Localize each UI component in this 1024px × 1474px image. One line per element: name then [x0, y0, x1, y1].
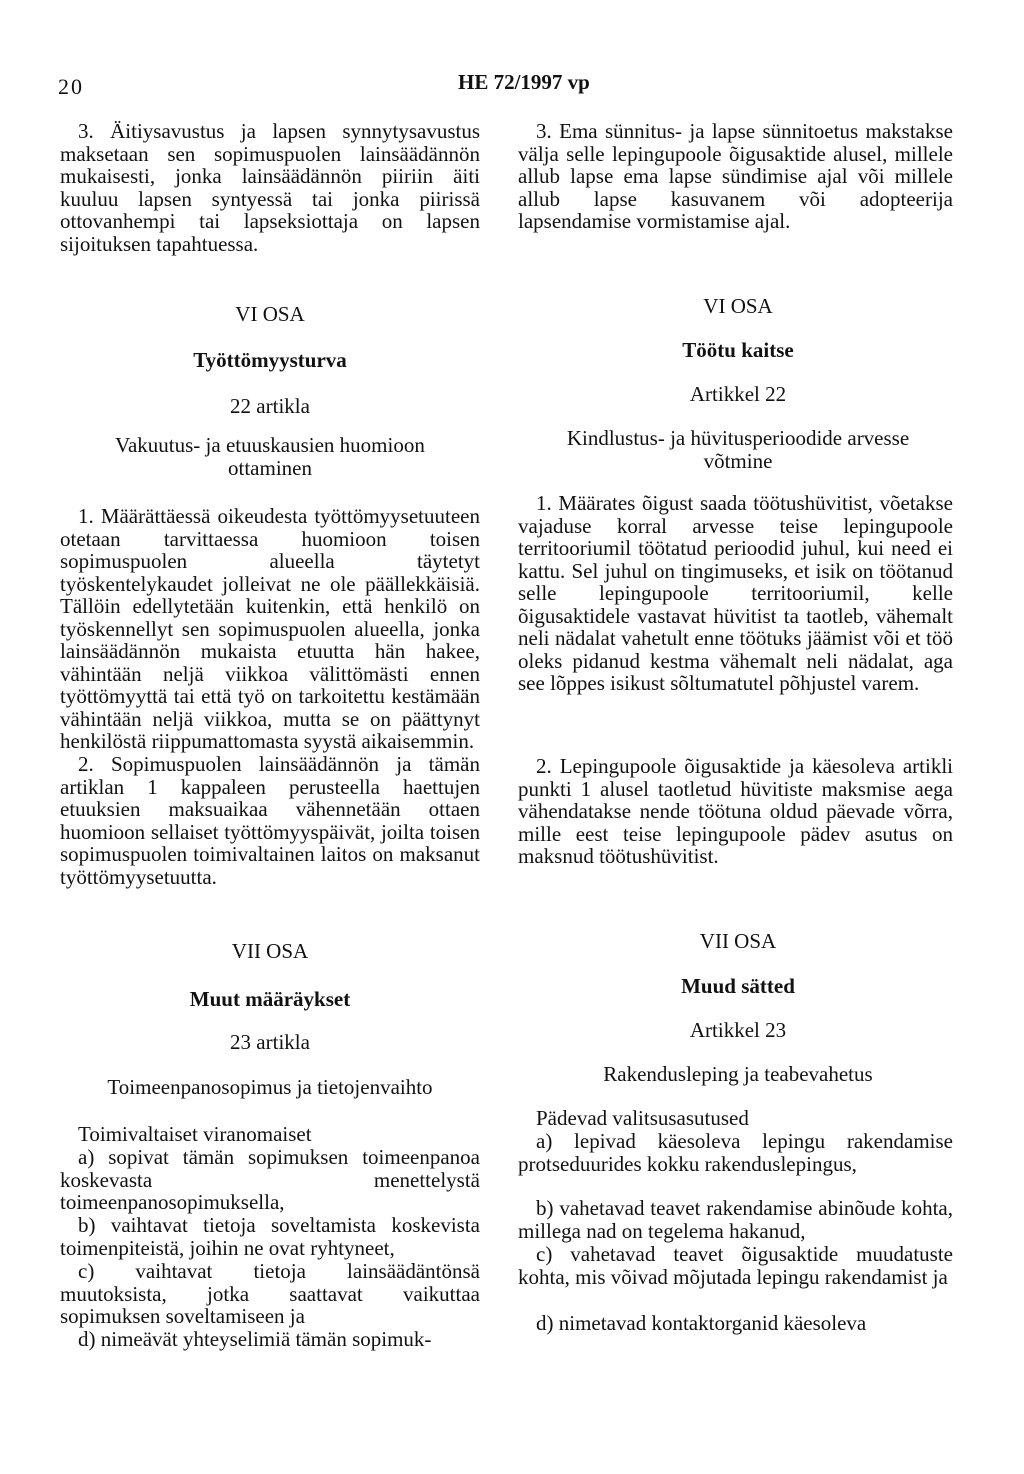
article-23-item-c-et: c) vahetavad teavet õigusaktide muudatuste kohta, mis võivad mõjutada lepingu rakendamist ja [518, 1242, 953, 1289]
page-number: 20 [58, 74, 84, 99]
part-7-heading-fi: Muut määräykset [189, 987, 351, 1011]
article-22-title-fi: 22 artikla [230, 394, 310, 418]
part-6-title-et: VI OSA [703, 294, 773, 318]
article-23-item-a-fi: a) sopivat tämän sopimuksen toimeenpanoa koskevasta menettelystä toimeenpanosopimuksella, [60, 1145, 480, 1214]
running-head: HE 72/1997 vp [458, 70, 590, 94]
article-23-item-b-et: b) vahetavad teavet rakendamise abinõude kohta, millega nad on tegelema hakanud, [518, 1196, 953, 1243]
article-22-paragraph-2-et: 2. Lepingupoole õigusaktide ja käesoleva artikli punkti 1 alusel taotletud hüvitiste maksmise aega vähendatakse nende töötuna oldud päevade võrra, mille eest teise lepingupoole pädev asutus on maksnud töötushüvitist. [518, 754, 953, 868]
article-23-title-et: Artikkel 23 [689, 1018, 787, 1042]
article-23-heading-fi: Toimeenpanosopimus ja tietojenvaihto [107, 1075, 433, 1099]
paragraph-3-et: 3. Ema sünnitus- ja lapse sünnitoetus makstakse välja selle lepingupoole õigusaktide alusel, millele allub lapse ema lapse sündimise ajal või millele allub lapse kasuvanem või adopteerija lapsendamise vormistamise ajal. [518, 119, 953, 233]
part-6-title-fi: VI OSA [235, 302, 305, 326]
article-22-heading-fi: Vakuutus- ja etuuskausien huomioon ottaminen [115, 433, 425, 480]
article-23-item-d-fi: d) nimeävät yhteyselimiä tämän sopimuk- [78, 1327, 432, 1351]
article-23-item-a-et: a) lepivad käesoleva lepingu rakendamise protseduurides kokku rakenduslepingus, [518, 1129, 953, 1176]
article-22-paragraph-1-et: 1. Määrates õigust saada töötushüvitist, võetakse vajaduse korral arvesse teise lepingupoole territooriumil töötatud perioodid juhul, kui need ei kattu. Sel juhul on tingimuseks, et isik on töötanud selle lepingupoole territooriumil, kelle õigusaktidele vastavat hüvitist ta taotleb, vähemalt neli nädalat vahetult enne töötuks jäämist või et töö oleks pidanud kestma vähemalt neli nädalat, aga see lõppes isikust sõltumatutel põhjustel varem. [518, 491, 953, 695]
part-7-title-et: VII OSA [699, 929, 777, 953]
article-22-title-et: Artikkel 22 [689, 382, 787, 406]
part-6-heading-et: Töötu kaitse [682, 338, 794, 362]
article-23-item-c-fi: c) vaihtavat tietoja lainsäädäntönsä muutoksista, jotka saattavat vaikuttaa sopimuksen soveltamiseen ja [60, 1259, 480, 1328]
part-7-title-fi: VII OSA [231, 939, 309, 963]
article-23-intro-fi: Toimivaltaiset viranomaiset [78, 1122, 312, 1146]
article-23-heading-et: Rakendusleping ja teabevahetus [603, 1062, 873, 1086]
article-23-intro-et: Pädevad valitsusasutused [536, 1106, 749, 1130]
article-23-item-d-et: d) nimetavad kontaktorganid käesoleva [536, 1311, 867, 1335]
article-22-heading-et: Kindlustus- ja hüvitusperioodide arvesse võtmine [566, 426, 910, 473]
article-22-paragraph-1-fi: 1. Määrättäessä oikeudesta työttömyysetuuteen otetaan tarvittaessa huomioon toisen sopimuspuolen alueella täytetyt työskentelykaudet jolleivat ne ole päällekkäisiä. Tällöin edellytetään kuitenkin, että henkilö on työskennellyt sen sopimuspuolen alueella, jonka lainsäädännön mukaista etuutta hän hakee, vähintään neljä viikkoa välittömästi ennen työttömyyttä tai että työ on tarkoitettu kestämään vähintään neljä viikkoa, mutta se on päättynyt henkilöstä riippumattomasta syystä aikaisemmin. [60, 504, 480, 753]
part-6-heading-fi: Työttömyysturva [193, 348, 347, 372]
article-23-title-fi: 23 artikla [230, 1030, 310, 1054]
paragraph-3-fi: 3. Äitiysavustus ja lapsen synnytysavustus maksetaan sen sopimuspuolen lainsäädännön mukaisesti, jonka lainsäädännön piiriin äiti kuuluu lapsen syntyessä tai jonka piirissä ottovanhempi tai lapseksiottaja on lapsen sijoituksen tapahtuessa. [60, 119, 480, 256]
part-7-heading-et: Muud sätted [681, 974, 795, 998]
article-23-item-b-fi: b) vaihtavat tietoja soveltamista koskevista toimenpiteistä, joihin ne ovat ryhtyneet, [60, 1213, 480, 1260]
article-22-paragraph-2-fi: 2. Sopimuspuolen lainsäädännön ja tämän artiklan 1 kappaleen perusteella haettujen etuuksien maksuaikaa vähennetään ottaen huomioon sellaiset työttömyyspäivät, joilta toisen sopimuspuolen toimivaltainen laitos on maksanut työttömyysetuutta. [60, 752, 480, 889]
